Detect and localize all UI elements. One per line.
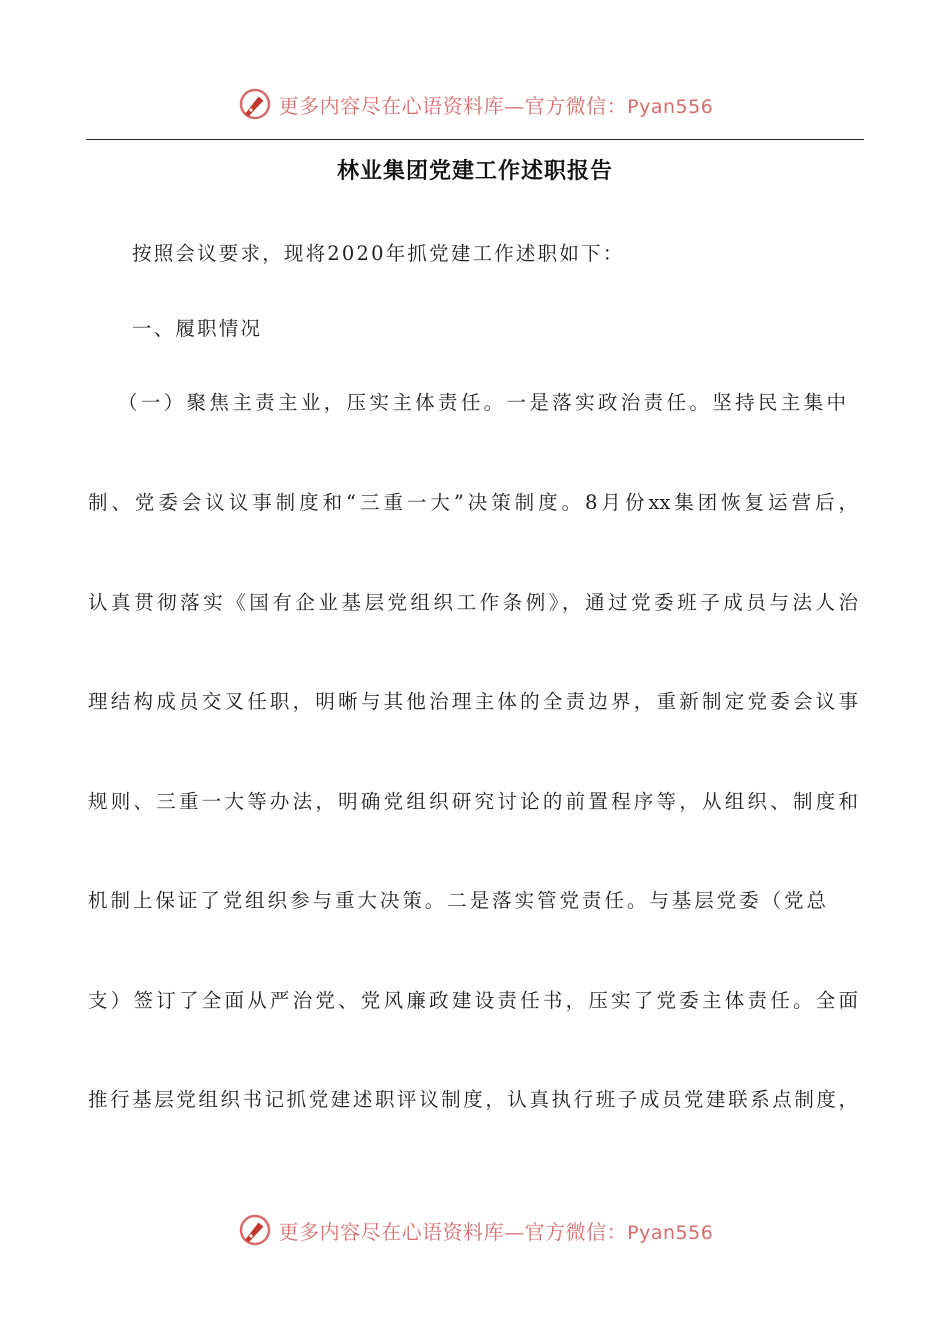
banner-text: 更多内容尽在心语资料库—官方微信：Pyan556 — [278, 93, 714, 118]
pen-nib-logo-icon — [237, 1212, 273, 1248]
body-line: 制、党委会议议事制度和“三重一大”决策制度。8月份xx集团恢复运营后， — [88, 491, 858, 514]
body-line: 推行基层党组织书记抓党建述职评议制度，认真执行班子成员党建联系点制度， — [88, 1088, 858, 1111]
header-banner — [0, 82, 950, 126]
document-title: 林业集团党建工作述职报告 — [336, 159, 613, 184]
body-line: 支）签订了全面从严治党、党风廉政建设责任书，压实了党委主体责任。全面 — [88, 989, 858, 1012]
body-line: （一）聚焦主责主业，压实主体责任。一是落实政治责任。坚持民主集中 — [118, 391, 846, 414]
body-line: 认真贯彻落实《国有企业基层党组织工作条例》，通过党委班子成员与法人治 — [88, 591, 858, 614]
intro-paragraph: 按照会议要求，现将2020年抓党建工作述职如下： — [132, 242, 625, 265]
section-heading: 一、履职情况 — [132, 317, 263, 340]
banner-text: 更多内容尽在心语资料库—官方微信：Pyan556 — [278, 1219, 714, 1244]
body-line: 理结构成员交叉任职，明晰与其他治理主体的全责边界，重新制定党委会议事 — [88, 690, 858, 713]
body-line: 机制上保证了党组织参与重大决策。二是落实管党责任。与基层党委（党总 — [88, 889, 826, 912]
footer-banner — [0, 1208, 950, 1252]
pen-nib-logo-icon — [237, 86, 273, 122]
header-divider — [86, 139, 864, 140]
body-line: 规则、三重一大等办法，明确党组织研究讨论的前置程序等，从组织、制度和 — [88, 790, 858, 813]
